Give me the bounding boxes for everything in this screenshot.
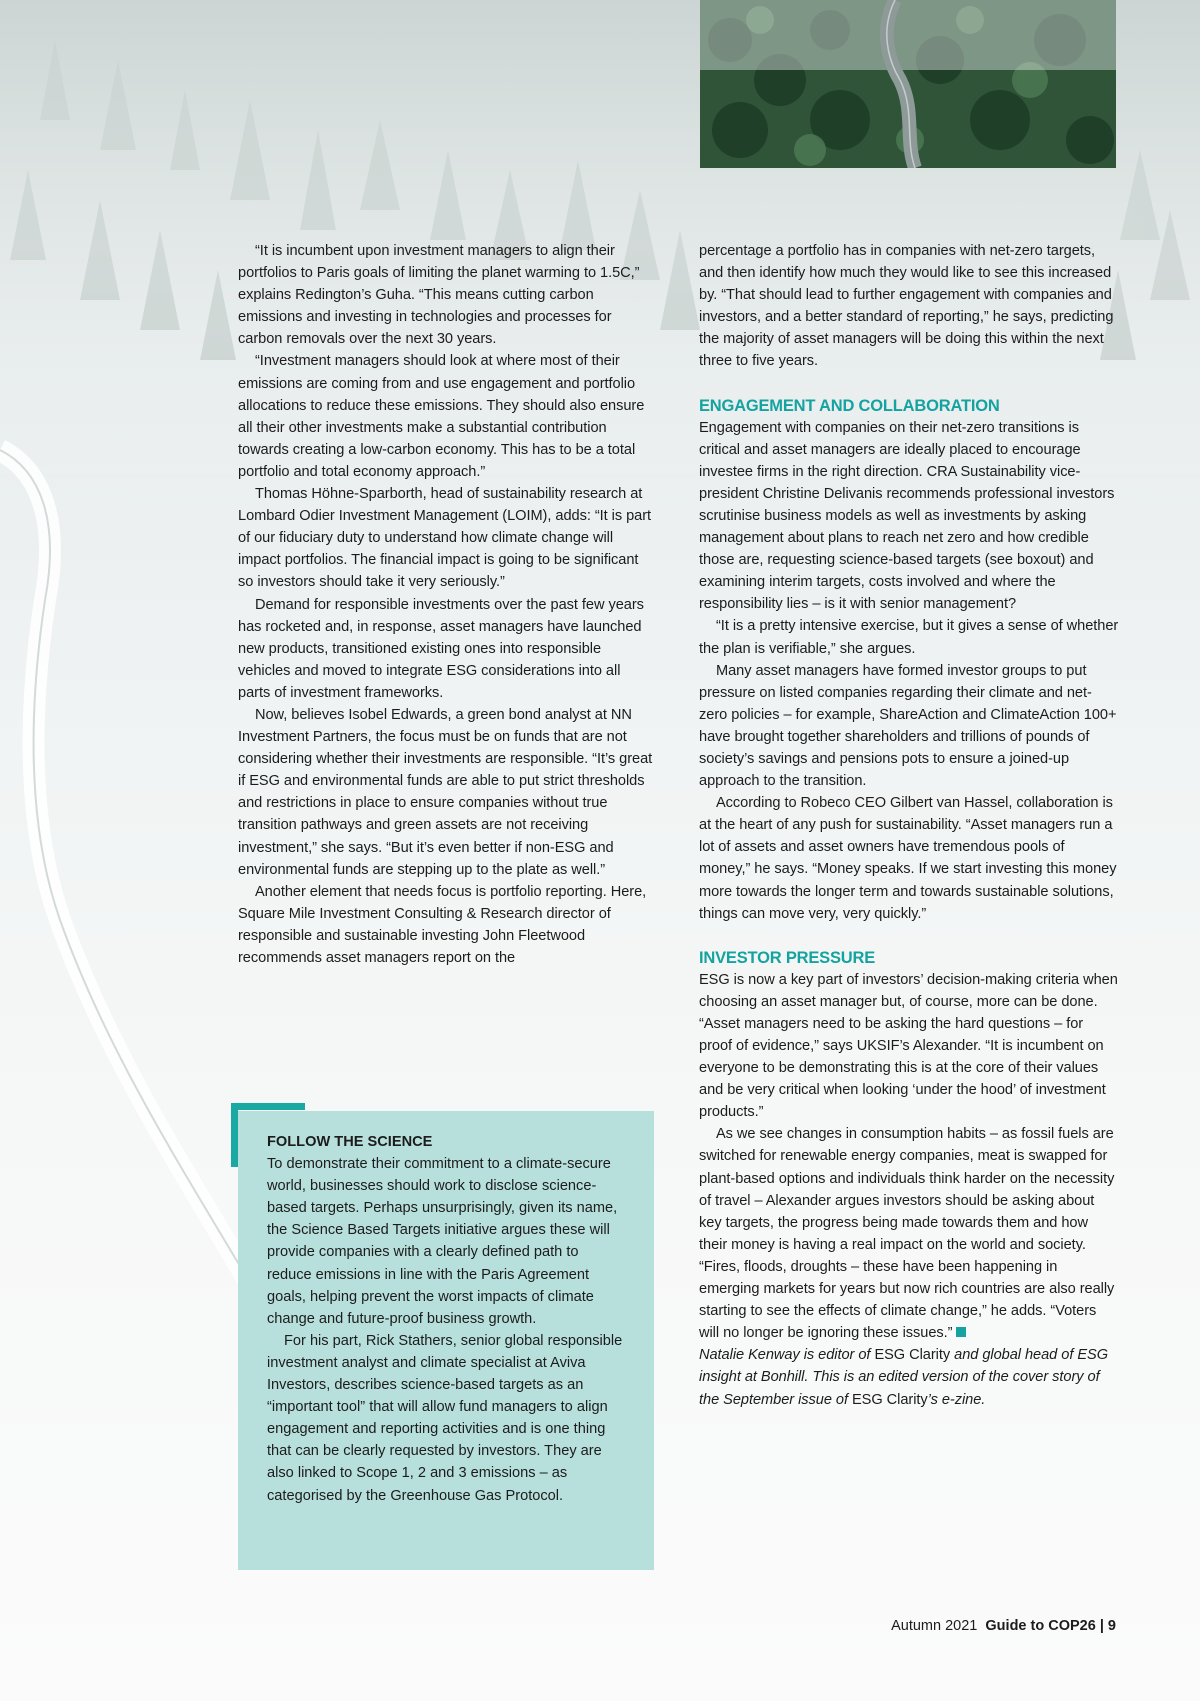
byline-text: ’s e-zine.	[927, 1391, 986, 1408]
article-paragraph	[699, 1123, 1119, 1344]
article-paragraph: Thomas Höhne-Sparborth, head of sustainability research at Lombard Odier Investment Management (LOIM), adds: “It is part of our fiduciary duty to understand how climate change will impact portfolios. The financial impact is going to be significant so investors should take it very seriously.”	[238, 486, 652, 591]
article-paragraph: “Investment managers should look at where most of their emissions are coming from and use engagement and portfolio allocations to reduce these emissions. They should also ensure all their other investments make a substantial contribution towards creating a low-carbon economy. This has to be a total portfolio and total economy approach.”	[238, 353, 645, 480]
byline-publication: ESG Clarity	[851, 1391, 928, 1408]
article-paragraph-text: As we see changes in consumption habits – as fossil fuels are switched for renewable energy companies, meat is swapped for plant-based options and individuals think harder on the necessity of travel – Alexander argues investors should be asking about key targets, the progress being made towards them and how their money is having a real impact on the world and society. “Fires, floods, droughts – these have been happening in emerging markets for years but now rich countries are also really starting to see the effects of climate change,” he adds. “Voters will no longer be ignoring these issues.”	[699, 1126, 1115, 1342]
byline-text: Natalie Kenway is editor of	[699, 1347, 875, 1364]
follow-the-science-boxout	[238, 1111, 654, 1570]
left-article-column	[238, 240, 656, 969]
section-heading-engagement: ENGAGEMENT AND COLLABORATION	[699, 396, 1000, 415]
section-heading-investor-pressure: INVESTOR PRESSURE	[699, 948, 876, 967]
author-byline	[699, 1344, 1119, 1410]
page-number: 9	[1107, 1618, 1116, 1634]
article-paragraph: Another element that needs focus is portfolio reporting. Here, Square Mile Investment Consulting & Research director of responsible and sustainable investing John Fleetwood recommends asset managers report on the	[238, 883, 647, 966]
boxout-title: FOLLOW THE SCIENCE	[267, 1134, 433, 1150]
article-paragraph: According to Robeco CEO Gilbert van Hassel, collaboration is at the heart of any push for sustainability. “Asset managers run a lot of assets and asset owners have tremendous pools of money,” he says. “Money speaks. If we start investing this money more towards the longer term and towards sustainable solutions, things can move very, very quickly.”	[699, 795, 1117, 922]
article-paragraph: Engagement with companies on their net-zero transitions is critical and asset managers are ideally placed to encourage investee firms in the right direction. CRA Sustainability vice-president Christine Delivanis recommends professional investors scrutinise business models as well as investments by asking management about plans to reach net zero and how credible those are, requesting science-based targets (see boxout) and examining interim targets, costs involved and where the responsibility lies – is it with senior management?	[699, 419, 1115, 613]
article-paragraph: “It is incumbent upon investment managers to align their portfolios to Paris goals of limiting the planet warming to 1.5C,” explains Redington’s Guha. “This means cutting carbon emissions and investing in technologies and processes for carbon removals over the next 30 years.	[238, 243, 640, 348]
right-article-column	[699, 240, 1119, 1411]
byline-publication: ESG Clarity	[874, 1347, 951, 1364]
footer-separator: |	[1099, 1618, 1104, 1634]
article-paragraph: percentage a portfolio has in companies with net-zero targets, and then identify how much they would like to see this increased by. “That should lead to further engagement with companies and investors, and a better standard of reporting,” he says, predicting the majority of asset managers will be doing this within the next three to five years.	[699, 243, 1114, 370]
page-footer	[891, 1618, 1116, 1634]
end-of-article-icon	[956, 1327, 966, 1337]
byline-text: and global head of ESG insight at Bonhill. This is an edited version of the cover story of the September issue of	[699, 1347, 1109, 1408]
footer-publication: Guide to COP26	[985, 1618, 1096, 1634]
article-paragraph: Many asset managers have formed investor groups to put pressure on listed companies regarding their climate and net-zero policies – for example, ShareAction and ClimateAction 100+ have brought together shareholders and trillions of pounds of society’s savings and pensions pots to ensure a joined-up approach to the transition.	[699, 662, 1117, 790]
boxout-paragraph: For his part, Rick Stathers, senior global responsible investment analyst and climate specialist at Aviva Investors, describes science-based targets as an “important tool” that will allow fund managers to align engagement and reporting activities and is one thing that can be clearly requested by investors. They are also linked to Scope 1, 2 and 3 emissions – as categorised by the Greenhouse Gas Protocol.	[267, 1332, 623, 1504]
boxout-accent-bar	[231, 1103, 305, 1110]
article-paragraph: Demand for responsible investments over the past few years has rocketed and, in response, asset managers have launched new products, transitioned existing ones into responsible vehicles and moved to integrate ESG considerations into all parts of investment frameworks.	[238, 596, 644, 701]
article-paragraph: “It is a pretty intensive exercise, but it gives a sense of whether the plan is verifiable,” she argues.	[699, 618, 1119, 657]
article-paragraph: ESG is now a key part of investors’ decision-making criteria when choosing an asset manager but, of course, more can be done. “Asset managers need to be asking the hard questions – for proof of evidence,” says UKSIF’s Alexander. “It is incumbent on everyone to be demonstrating this is at the core of their values and be very critical when looking ‘under the hood’ of investment products.”	[699, 971, 1118, 1121]
footer-season: Autumn 2021	[891, 1618, 978, 1634]
forest-road-photo	[700, 0, 1116, 168]
boxout-paragraph: To demonstrate their commitment to a climate-secure world, businesses should work to disclose science-based targets. Perhaps unsurprisingly, given its name, the Science Based Targets initiative argues these will provide companies with a clearly defined path to reduce emissions in line with the Paris Agreement goals, helping prevent the worst impacts of climate change and future-proof business growth.	[267, 1156, 618, 1327]
article-paragraph: Now, believes Isobel Edwards, a green bond analyst at NN Investment Partners, the focus must be on funds that are not considering whether their investments are responsible. “It’s great if ESG and environmental funds are able to put strict thresholds and restrictions in place to ensure companies without true transition pathways and green assets are not receiving investment,” she says. “But it’s even better if non-ESG and environmental funds are stepping up to the plate as well.”	[238, 706, 653, 878]
boxout-accent-bar	[231, 1103, 238, 1167]
